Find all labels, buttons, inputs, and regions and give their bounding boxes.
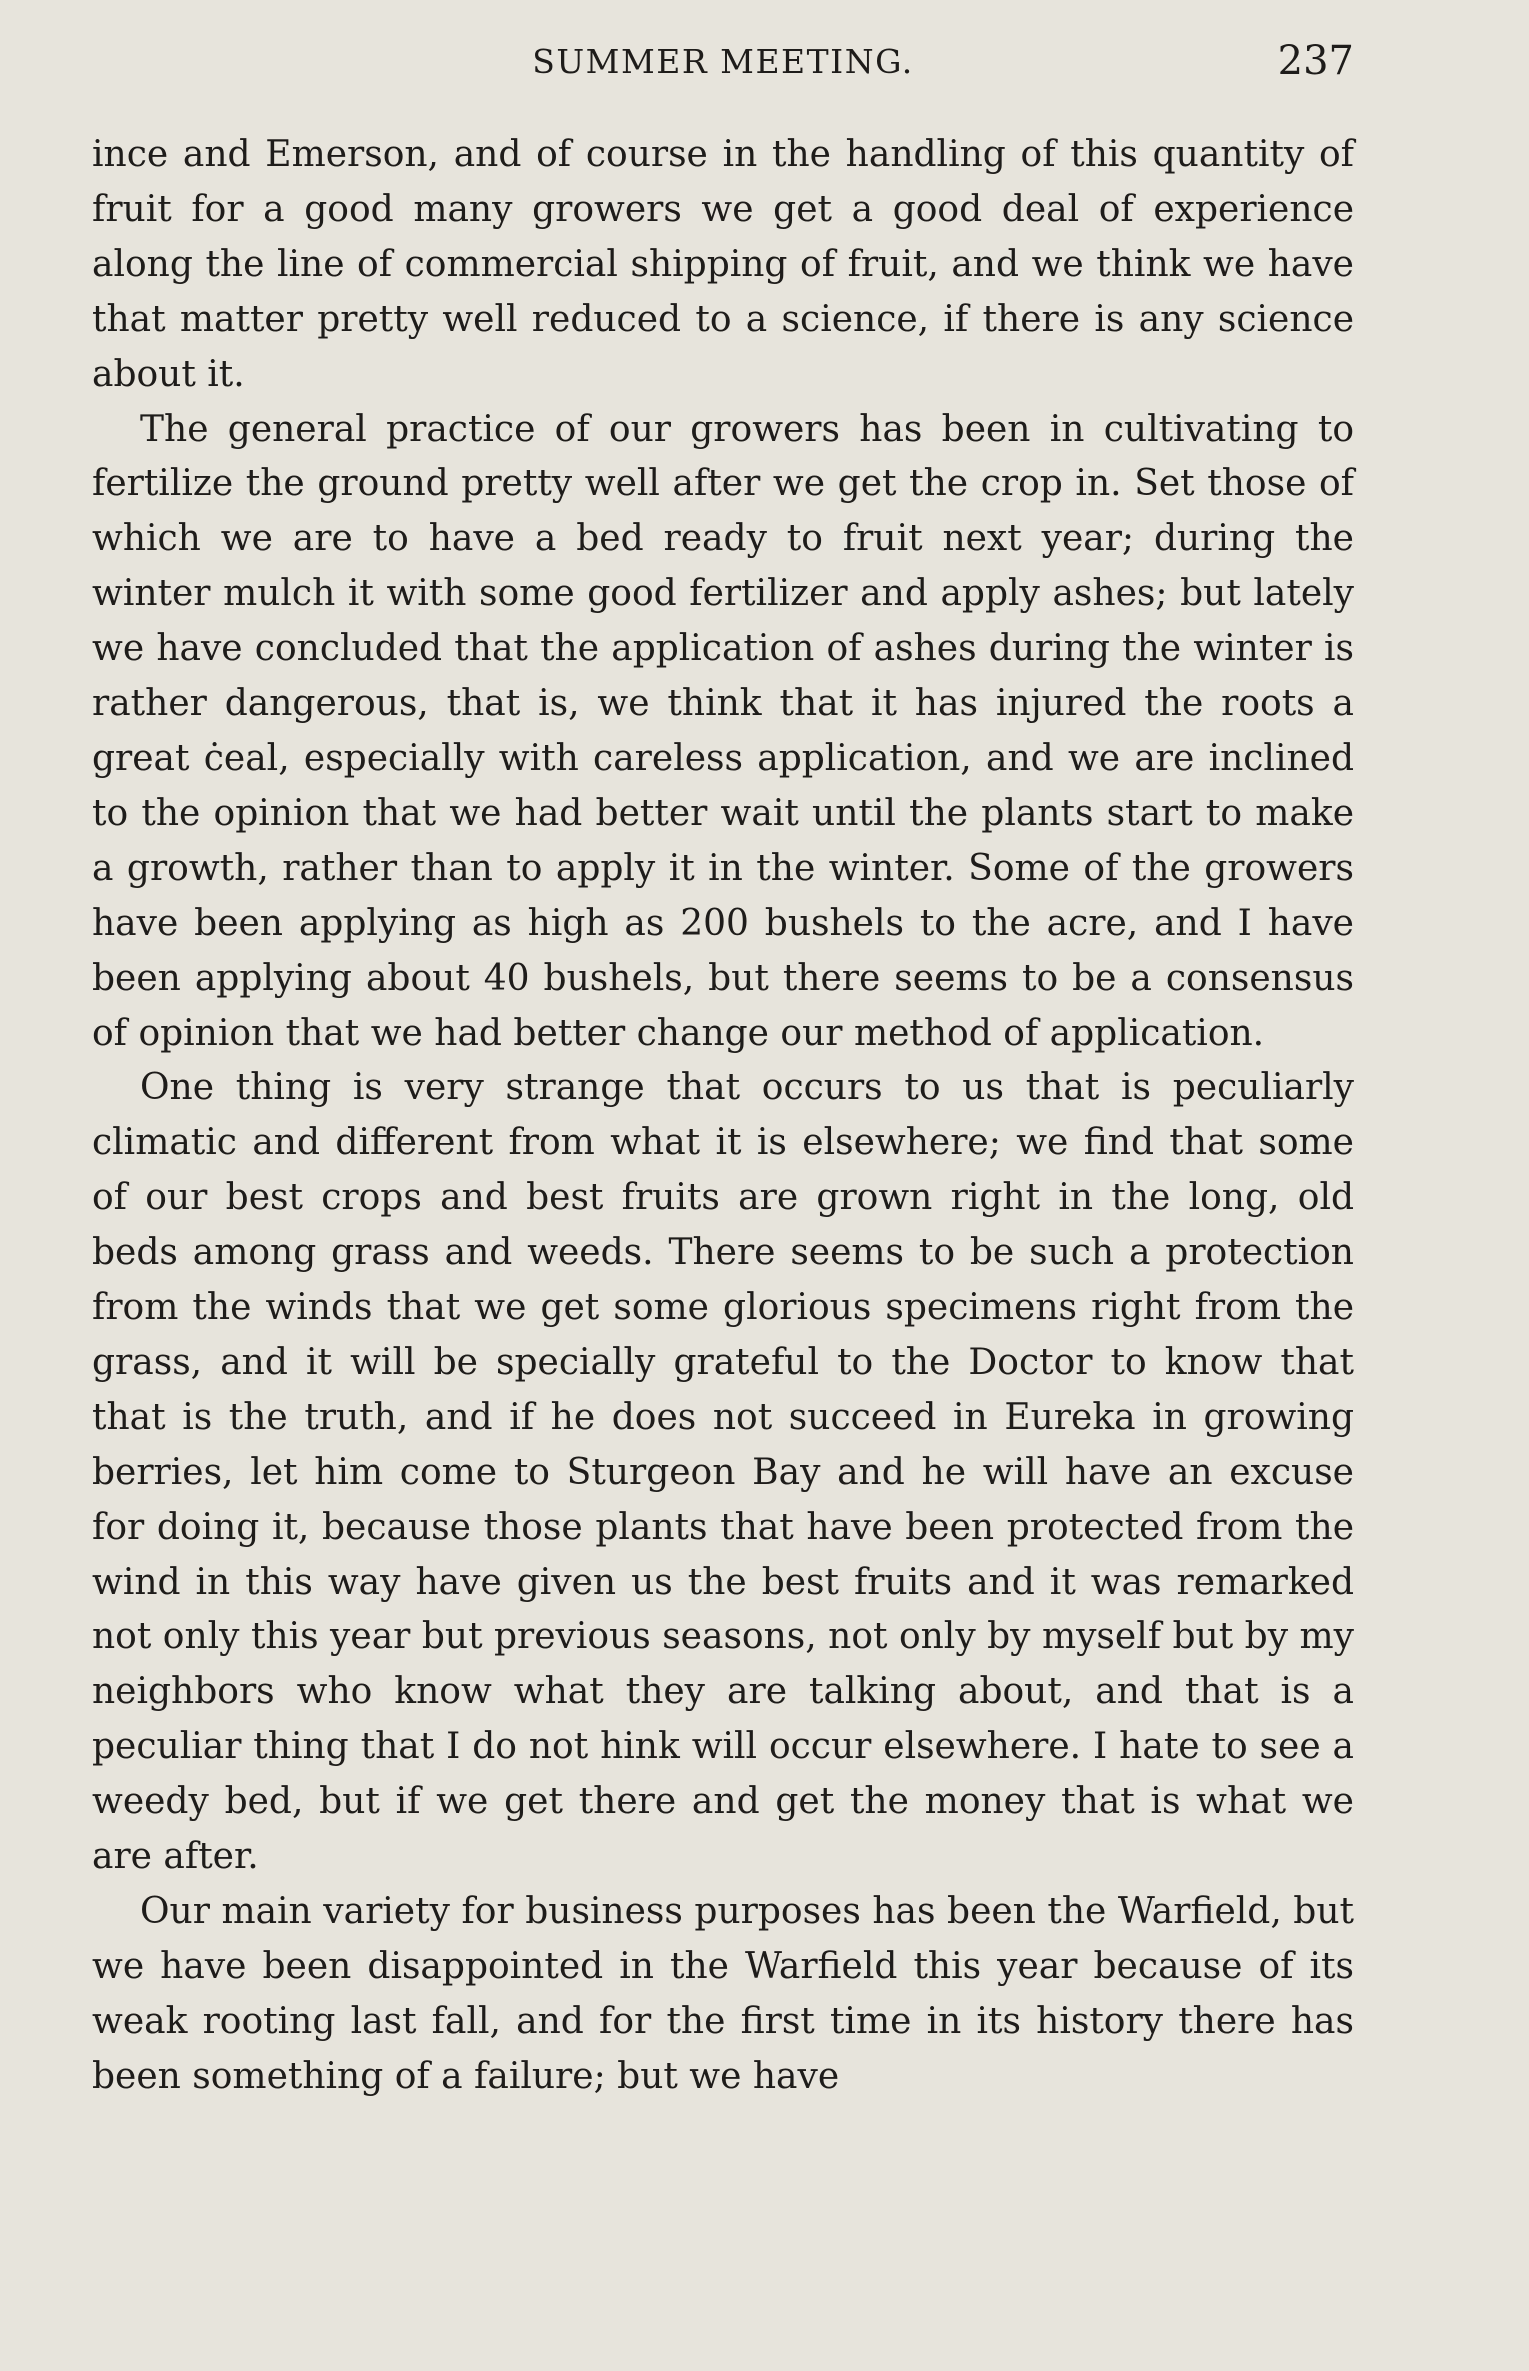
- paragraph: One thing is very strange that occurs to us that is peculiarly climatic and different from what it is elsewhere; we find that some of our best crops and best fruits are grown right in the long, old beds among grass and weeds. There seems to be such a protection from the winds that we get some glorious specimens right from the grass, and it will be specially grateful to the Doctor to know that that is the truth, and if he does not succeed in Eureka in growing berries, let him come to Sturgeon Bay and he will have an excuse for doing it, because those plants that have been protected from the wind in this way have given us the best fruits and it was remarked not only this year but previous seasons, not only by myself but by my neighbors who know what they are talking about, and that is a peculiar thing that I do not hink will occur elsewhere. I hate to see a weedy bed, but if we get there and get the money that is what we are after.: [92, 1067, 1354, 1878]
- page-header: [92, 38, 1354, 88]
- paragraph: Our main variety for business purposes has been the Warfield, but we have been disappointed in the Warfield this year because of its weak rooting last fall, and for the first time in its history there has been something of a failure; but we have: [92, 1891, 1354, 2097]
- running-head: SUMMER MEETING.: [532, 42, 914, 81]
- paragraph: ince and Emerson, and of course in the handling of this quantity of fruit for a good many growers we get a good deal of experience along the line of commercial shipping of fruit, and we think we have that matter pretty well reduced to a science, if there is any science about it.: [92, 134, 1354, 395]
- paragraph: The general practice of our growers has been in cultivating to fertilize the ground pretty well after we get the crop in. Set those of which we are to have a bed ready to fruit next year; during the winter mulch it with some good fertilizer and apply ashes; but lately we have concluded that the application of ashes during the winter is rather dangerous, that is, we think that it has injured the roots a great ċeal, especially with careless application, and we are inclined to the opinion that we had better wait until the plants start to make a growth, rather than to apply it in the winter. Some of the growers have been applying as high as 200 bushels to the acre, and I have been applying about 40 bushels, but there seems to be a consensus of opinion that we had better change our method of application.: [92, 408, 1354, 1054]
- body-text: [92, 128, 1354, 2105]
- page-number: 237: [1277, 38, 1354, 84]
